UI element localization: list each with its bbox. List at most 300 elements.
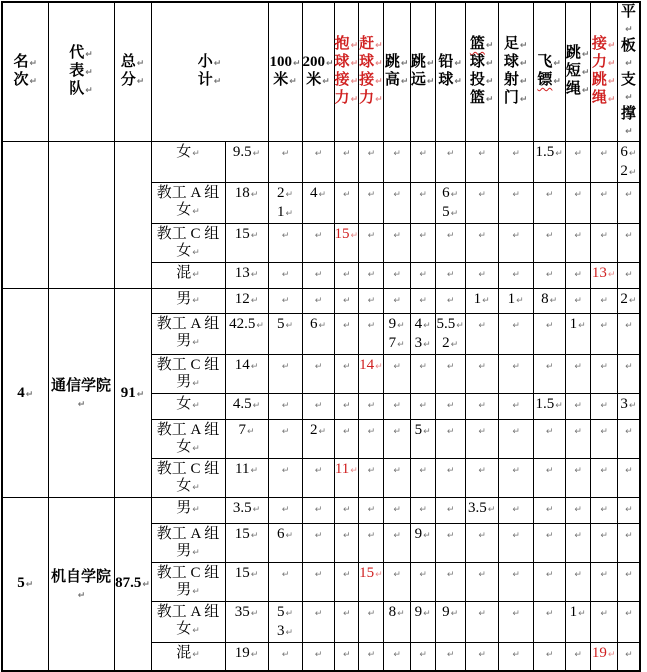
value-line [411, 316, 435, 335]
cell-jieli[interactable] [590, 183, 617, 224]
cell-lanqiu[interactable] [465, 394, 498, 420]
cell-ganqiu[interactable] [359, 142, 384, 183]
cell-pingban[interactable] [617, 314, 640, 355]
cell-lanqiu[interactable] [465, 524, 498, 563]
header-line [384, 72, 410, 90]
col-header-jieli[interactable] [590, 2, 617, 142]
col-header-pingban[interactable] [617, 2, 640, 142]
col-header-m200[interactable] [302, 2, 334, 142]
cell-tiaoyuan[interactable] [410, 563, 435, 602]
cell-tiaoduansheng[interactable] [565, 142, 590, 183]
cell-tiaogao[interactable] [383, 420, 410, 459]
cell-qianqiu[interactable] [435, 602, 465, 643]
cell-subtotal[interactable] [225, 289, 268, 314]
col-header-tiaoduansheng[interactable] [565, 2, 590, 142]
cell-m100[interactable] [268, 263, 302, 289]
value-line [384, 335, 410, 354]
cell-tiaoduansheng[interactable] [565, 524, 590, 563]
cell-feibiao[interactable] [533, 563, 565, 602]
cell-subtotal[interactable] [225, 459, 268, 498]
cell-tiaoyuan[interactable] [410, 498, 435, 524]
cell-m200[interactable] [302, 355, 334, 394]
cell-jieli[interactable] [590, 524, 617, 563]
cell-feibiao[interactable] [533, 394, 565, 420]
cell-subtotal[interactable] [225, 643, 268, 671]
value-line [359, 565, 383, 584]
col-header-zuqiu[interactable] [498, 2, 533, 142]
cell-value: 1 [473, 291, 482, 307]
cell-tiaoduansheng[interactable] [565, 498, 590, 524]
cell-ganqiu[interactable] [359, 314, 384, 355]
col-header-feibiao[interactable] [533, 2, 565, 142]
cell-feibiao[interactable] [533, 355, 565, 394]
group-total-cell[interactable] [114, 142, 151, 289]
cell-qianqiu[interactable] [435, 524, 465, 563]
cell-tiaoduansheng[interactable] [565, 355, 590, 394]
cell-value: 13 [234, 265, 250, 281]
cell-jieli[interactable] [590, 142, 617, 183]
cell-baoqiu[interactable] [334, 459, 359, 498]
cell-jieli[interactable] [590, 420, 617, 459]
cell-tiaogao[interactable] [383, 224, 410, 263]
cell-jieli[interactable] [590, 314, 617, 355]
line-break-mark: ↵ [393, 231, 401, 241]
cell-tiaoduansheng[interactable] [565, 420, 590, 459]
cell-tiaogao[interactable] [383, 563, 410, 602]
col-header-subtotal[interactable] [151, 2, 268, 142]
cell-jieli[interactable] [590, 563, 617, 602]
cell-m100[interactable] [268, 355, 302, 394]
cell-feibiao[interactable] [533, 263, 565, 289]
cell-lanqiu[interactable] [465, 602, 498, 643]
cell-tiaoduansheng[interactable] [565, 563, 590, 602]
cell-zuqiu[interactable] [498, 355, 533, 394]
header-text: 射 [503, 72, 519, 88]
group-rank-cell[interactable] [2, 289, 48, 498]
group-label-cell[interactable] [151, 643, 225, 671]
line-break-mark: ↵ [343, 149, 351, 159]
col-header-total[interactable] [114, 2, 151, 142]
cell-lanqiu[interactable] [465, 263, 498, 289]
cell-zuqiu[interactable] [498, 289, 533, 314]
cell-zuqiu[interactable] [498, 602, 533, 643]
cell-m200[interactable] [302, 524, 334, 563]
cell-pingban[interactable] [617, 602, 640, 643]
cell-baoqiu[interactable] [334, 498, 359, 524]
cell-feibiao[interactable] [533, 498, 565, 524]
cell-zuqiu[interactable] [498, 394, 533, 420]
line-break-mark: ↵ [25, 389, 34, 400]
line-break-mark: ↵ [574, 650, 582, 660]
label-line [152, 226, 225, 243]
cell-m100[interactable] [268, 183, 302, 224]
cell-ganqiu[interactable] [359, 498, 384, 524]
cell-tiaogao[interactable] [383, 183, 410, 224]
cell-tiaoyuan[interactable] [410, 224, 435, 263]
group-label-cell[interactable] [151, 498, 225, 524]
cell-subtotal[interactable] [225, 524, 268, 563]
group-label-cell[interactable] [151, 563, 225, 602]
group-label-cell[interactable] [151, 142, 225, 183]
cell-tiaoyuan[interactable] [410, 394, 435, 420]
cell-subtotal[interactable] [225, 263, 268, 289]
cell-tiaogao[interactable] [383, 459, 410, 498]
cell-pingban[interactable] [617, 394, 640, 420]
cell-qianqiu[interactable] [435, 643, 465, 671]
cell-jieli[interactable] [590, 498, 617, 524]
table-row [2, 142, 640, 183]
cell-feibiao[interactable] [533, 643, 565, 671]
cell-tiaoduansheng[interactable] [565, 183, 590, 224]
cell-m100[interactable] [268, 224, 302, 263]
cell-m100[interactable] [268, 563, 302, 602]
cell-tiaoyuan[interactable] [410, 355, 435, 394]
cell-m100[interactable] [268, 142, 302, 183]
cell-tiaogao[interactable] [383, 643, 410, 671]
cell-jieli[interactable] [590, 602, 617, 643]
cell-feibiao[interactable] [533, 183, 565, 224]
group-label-cell[interactable] [151, 602, 225, 643]
cell-feibiao[interactable] [533, 602, 565, 643]
cell-ganqiu[interactable] [359, 524, 384, 563]
cell-jieli[interactable] [590, 289, 617, 314]
cell-value: 1 [569, 604, 578, 620]
cell-baoqiu[interactable] [334, 563, 359, 602]
cell-ganqiu[interactable] [359, 289, 384, 314]
label-line [152, 202, 225, 221]
col-header-ganqiu[interactable] [359, 2, 384, 142]
cell-zuqiu[interactable] [498, 420, 533, 459]
cell-m200[interactable] [302, 420, 334, 459]
cell-lanqiu[interactable] [465, 498, 498, 524]
cell-jieli[interactable] [590, 459, 617, 498]
cell-tiaogao[interactable] [383, 142, 410, 183]
group-total-cell[interactable] [114, 498, 151, 671]
cell-pingban[interactable] [617, 498, 640, 524]
cell-feibiao[interactable] [533, 224, 565, 263]
cell-m200[interactable] [302, 263, 334, 289]
group-team-value: 机自学院 [50, 568, 111, 585]
cell-pingban[interactable] [617, 643, 640, 671]
cell-subtotal[interactable] [225, 355, 268, 394]
cell-pingban[interactable] [617, 459, 640, 498]
header-line [359, 36, 383, 54]
cell-m100[interactable] [268, 498, 302, 524]
line-break-mark: ↵ [292, 59, 301, 69]
cell-pingban[interactable] [617, 420, 640, 459]
cell-zuqiu[interactable] [498, 498, 533, 524]
cell-subtotal[interactable] [225, 602, 268, 643]
header-text: 跳 [565, 45, 581, 61]
cell-jieli[interactable] [590, 224, 617, 263]
cell-pingban[interactable] [617, 524, 640, 563]
cell-qianqiu[interactable] [435, 420, 465, 459]
group-rank-cell[interactable] [2, 142, 48, 289]
line-break-mark: ↵ [393, 149, 401, 159]
cell-tiaoyuan[interactable] [410, 420, 435, 459]
header-text: 力 [591, 54, 607, 70]
cell-lanqiu[interactable] [465, 183, 498, 224]
group-team-cell[interactable] [48, 289, 114, 498]
line-break-mark: ↵ [574, 190, 582, 200]
line-break-mark: ↵ [285, 209, 294, 219]
header-text: 接 [591, 36, 607, 52]
cell-ganqiu[interactable] [359, 355, 384, 394]
cell-jieli[interactable] [590, 355, 617, 394]
cell-pingban[interactable] [617, 289, 640, 314]
cell-tiaogao[interactable] [383, 602, 410, 643]
cell-pingban[interactable] [617, 183, 640, 224]
value-line [566, 316, 590, 335]
cell-tiaogao[interactable] [383, 314, 410, 355]
cell-qianqiu[interactable] [435, 355, 465, 394]
cell-subtotal[interactable] [225, 498, 268, 524]
cell-m100[interactable] [268, 314, 302, 355]
cell-m100[interactable] [268, 643, 302, 671]
cell-zuqiu[interactable] [498, 643, 533, 671]
col-header-baoqiu[interactable] [334, 2, 359, 142]
cell-pingban[interactable] [617, 224, 640, 263]
cell-m200[interactable] [302, 498, 334, 524]
col-header-tiaoyuan[interactable] [410, 2, 435, 142]
header-text: 平 [620, 4, 636, 20]
cell-tiaoyuan[interactable] [410, 263, 435, 289]
cell-m200[interactable] [302, 314, 334, 355]
line-break-mark: ↵ [545, 270, 554, 280]
cell-baoqiu[interactable] [334, 314, 359, 355]
group-total-value: 91 [120, 384, 136, 401]
cell-m100[interactable] [268, 459, 302, 498]
cell-m100[interactable] [268, 524, 302, 563]
cell-tiaoyuan[interactable] [410, 183, 435, 224]
cell-zuqiu[interactable] [498, 224, 533, 263]
cell-feibiao[interactable] [533, 289, 565, 314]
cell-m200[interactable] [302, 459, 334, 498]
cell-tiaoduansheng[interactable] [565, 224, 590, 263]
cell-tiaoduansheng[interactable] [565, 602, 590, 643]
cell-jieli[interactable] [590, 643, 617, 671]
cell-subtotal[interactable] [225, 314, 268, 355]
cell-zuqiu[interactable] [498, 183, 533, 224]
cell-tiaoduansheng[interactable] [565, 643, 590, 671]
cell-tiaoyuan[interactable] [410, 602, 435, 643]
cell-qianqiu[interactable] [435, 142, 465, 183]
cell-pingban[interactable] [617, 142, 640, 183]
cell-m200[interactable] [302, 289, 334, 314]
cell-tiaoyuan[interactable] [410, 289, 435, 314]
cell-qianqiu[interactable] [435, 263, 465, 289]
cell-tiaoyuan[interactable] [410, 314, 435, 355]
group-label-cell[interactable] [151, 420, 225, 459]
cell-m100[interactable] [268, 289, 302, 314]
cell-tiaoyuan[interactable] [410, 524, 435, 563]
cell-tiaogao[interactable] [383, 524, 410, 563]
cell-jieli[interactable] [590, 394, 617, 420]
group-label-cell[interactable] [151, 314, 225, 355]
cell-m200[interactable] [302, 142, 334, 183]
cell-lanqiu[interactable] [465, 420, 498, 459]
cell-pingban[interactable] [617, 563, 640, 602]
cell-m200[interactable] [302, 183, 334, 224]
cell-tiaogao[interactable] [383, 289, 410, 314]
cell-ganqiu[interactable] [359, 263, 384, 289]
cell-qianqiu[interactable] [435, 224, 465, 263]
cell-tiaoyuan[interactable] [410, 142, 435, 183]
cell-feibiao[interactable] [533, 314, 565, 355]
cell-subtotal[interactable] [225, 224, 268, 263]
col-header-tiaogao[interactable] [383, 2, 410, 142]
cell-lanqiu[interactable] [465, 289, 498, 314]
cell-lanqiu[interactable] [465, 314, 498, 355]
cell-zuqiu[interactable] [498, 142, 533, 183]
group-team-cell[interactable] [48, 142, 114, 289]
cell-qianqiu[interactable] [435, 563, 465, 602]
col-header-rank[interactable] [2, 2, 48, 142]
cell-m100[interactable] [268, 394, 302, 420]
cell-value: 18 [234, 185, 250, 201]
cell-baoqiu[interactable] [334, 602, 359, 643]
cell-feibiao[interactable] [533, 459, 565, 498]
cell-zuqiu[interactable] [498, 563, 533, 602]
cell-qianqiu[interactable] [435, 394, 465, 420]
group-label-cell[interactable] [151, 524, 225, 563]
group-label-cell[interactable] [151, 263, 225, 289]
label-line [152, 316, 225, 333]
cell-tiaogao[interactable] [383, 263, 410, 289]
cell-ganqiu[interactable] [359, 563, 384, 602]
line-break-mark: ↵ [574, 505, 582, 515]
cell-baoqiu[interactable] [334, 420, 359, 459]
cell-baoqiu[interactable] [334, 394, 359, 420]
cell-m100[interactable] [268, 602, 302, 643]
cell-tiaogao[interactable] [383, 394, 410, 420]
cell-tiaoduansheng[interactable] [565, 263, 590, 289]
cell-subtotal[interactable] [225, 183, 268, 224]
cell-tiaoduansheng[interactable] [565, 459, 590, 498]
cell-qianqiu[interactable] [435, 314, 465, 355]
cell-baoqiu[interactable] [334, 183, 359, 224]
cell-ganqiu[interactable] [359, 183, 384, 224]
cell-zuqiu[interactable] [498, 459, 533, 498]
value-line [618, 396, 640, 415]
cell-lanqiu[interactable] [465, 142, 498, 183]
cell-qianqiu[interactable] [435, 459, 465, 498]
line-break-mark: ↵ [281, 505, 290, 515]
cell-feibiao[interactable] [533, 420, 565, 459]
line-break-mark: ↵ [192, 650, 200, 660]
cell-ganqiu[interactable] [359, 459, 384, 498]
group-rank-cell[interactable] [2, 498, 48, 671]
cell-value: 3.5 [232, 500, 252, 516]
cell-ganqiu[interactable] [359, 224, 384, 263]
col-header-m100[interactable] [268, 2, 302, 142]
cell-tiaogao[interactable] [383, 355, 410, 394]
cell-qianqiu[interactable] [435, 289, 465, 314]
cell-value: 1 [569, 316, 578, 332]
header-text: 高 [384, 72, 400, 88]
line-break-mark: ↵ [400, 59, 409, 69]
cell-m200[interactable] [302, 643, 334, 671]
table-row [2, 289, 640, 314]
cell-zuqiu[interactable] [498, 524, 533, 563]
cell-m200[interactable] [302, 563, 334, 602]
cell-ganqiu[interactable] [359, 602, 384, 643]
cell-feibiao[interactable] [533, 524, 565, 563]
cell-pingban[interactable] [617, 263, 640, 289]
group-team-cell[interactable] [48, 498, 114, 671]
cell-qianqiu[interactable] [435, 183, 465, 224]
cell-value: 9 [414, 526, 423, 542]
cell-baoqiu[interactable] [334, 355, 359, 394]
col-header-team[interactable] [48, 2, 114, 142]
col-header-qianqiu[interactable] [435, 2, 465, 142]
line-break-mark: ↵ [256, 321, 264, 331]
cell-subtotal[interactable] [225, 563, 268, 602]
line-break-mark: ↵ [600, 505, 608, 515]
line-break-mark: ↵ [625, 190, 633, 200]
cell-lanqiu[interactable] [465, 459, 498, 498]
cell-ganqiu[interactable] [359, 643, 384, 671]
cell-m200[interactable] [302, 224, 334, 263]
cell-tiaoyuan[interactable] [410, 643, 435, 671]
group-label-cell[interactable] [151, 394, 225, 420]
line-break-mark: ↵ [397, 340, 405, 350]
cell-tiaoduansheng[interactable] [565, 314, 590, 355]
cell-zuqiu[interactable] [498, 314, 533, 355]
cell-jieli[interactable] [590, 263, 617, 289]
cell-baoqiu[interactable] [334, 524, 359, 563]
group-label-cell[interactable] [151, 459, 225, 498]
cell-ganqiu[interactable] [359, 420, 384, 459]
value-line [534, 291, 565, 310]
cell-lanqiu[interactable] [465, 355, 498, 394]
line-break-mark: ↵ [343, 296, 351, 306]
cell-pingban[interactable] [617, 355, 640, 394]
label-text: 女 [176, 621, 192, 637]
cell-lanqiu[interactable] [465, 224, 498, 263]
cell-baoqiu[interactable] [334, 263, 359, 289]
group-total-cell[interactable] [114, 289, 151, 498]
line-break-mark: ↵ [393, 505, 401, 515]
cell-lanqiu[interactable] [465, 563, 498, 602]
cell-zuqiu[interactable] [498, 263, 533, 289]
line-break-mark: ↵ [285, 531, 294, 541]
cell-feibiao[interactable] [533, 142, 565, 183]
cell-subtotal[interactable] [225, 142, 268, 183]
cell-m200[interactable] [302, 602, 334, 643]
cell-lanqiu[interactable] [465, 643, 498, 671]
cell-tiaoduansheng[interactable] [565, 394, 590, 420]
cell-baoqiu[interactable] [334, 289, 359, 314]
cell-m100[interactable] [268, 420, 302, 459]
cell-qianqiu[interactable] [435, 498, 465, 524]
cell-subtotal[interactable] [225, 420, 268, 459]
cell-baoqiu[interactable] [334, 224, 359, 263]
cell-m200[interactable] [302, 394, 334, 420]
group-label-cell[interactable] [151, 183, 225, 224]
cell-tiaogao[interactable] [383, 498, 410, 524]
cell-baoqiu[interactable] [334, 142, 359, 183]
group-label-cell[interactable] [151, 289, 225, 314]
col-header-lanqiu[interactable] [465, 2, 498, 142]
cell-ganqiu[interactable] [359, 394, 384, 420]
cell-tiaoduansheng[interactable] [565, 289, 590, 314]
cell-tiaoyuan[interactable] [410, 459, 435, 498]
cell-baoqiu[interactable] [334, 643, 359, 671]
cell-subtotal[interactable] [225, 394, 268, 420]
group-label-cell[interactable] [151, 355, 225, 394]
group-label-cell[interactable] [151, 224, 225, 263]
